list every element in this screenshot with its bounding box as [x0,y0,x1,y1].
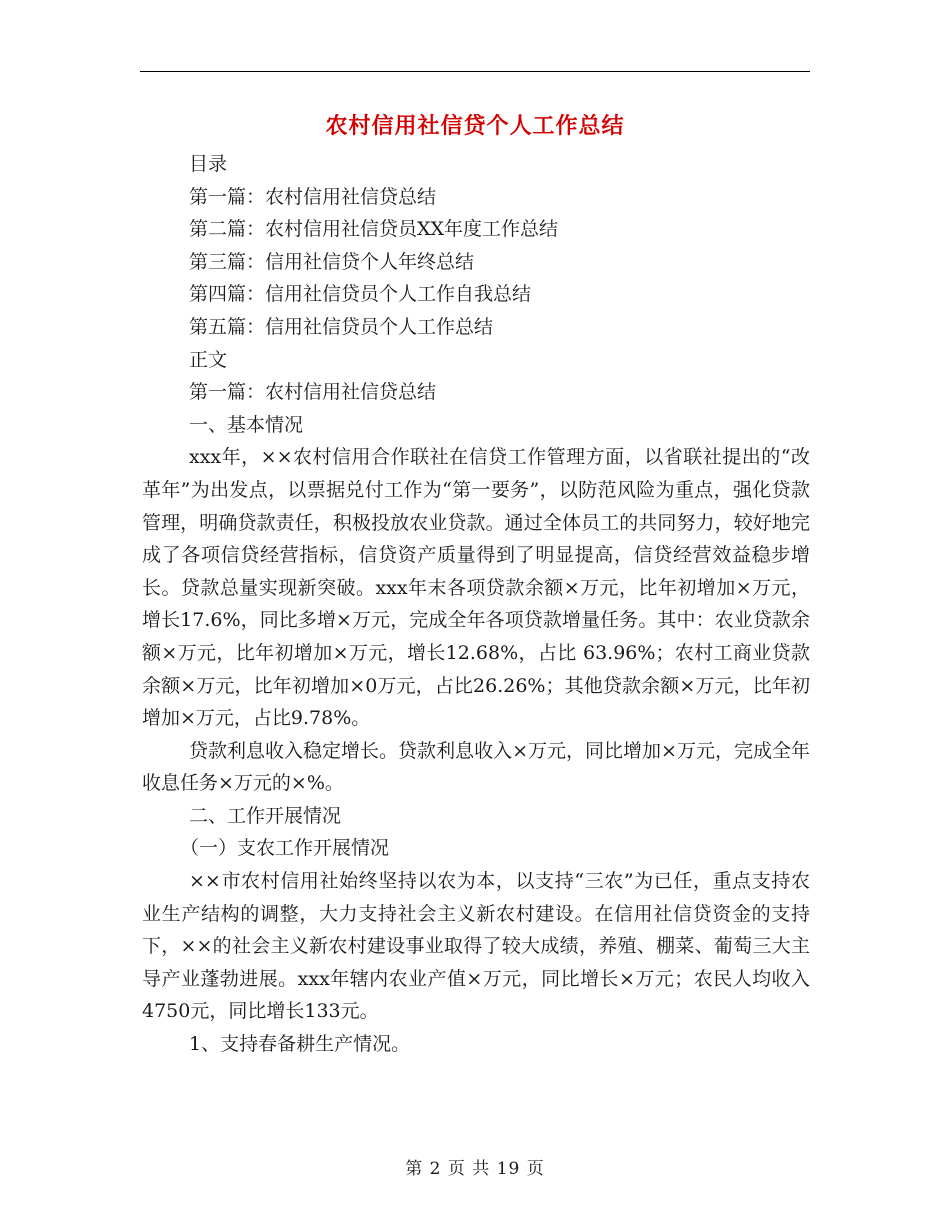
toc-item-1: 第一篇：农村信用社信贷总结 [189,185,437,208]
section-heading-2: 二、工作开展情况 [189,804,342,827]
body-heading: 正文 [189,348,228,371]
toc-item-4: 第四篇：信用社信贷员个人工作自我总结 [189,283,532,306]
document-body [142,148,810,1061]
paragraph-agriculture-support: ××市农村信用社始终坚持以农为本，以支持“三农”为已任，重点支持农业生产结构的调整，大力支持社会主义新农村建设。在信用社信贷资金的支持下，××的社会主义新农村建设事业取得了较大成绩，养殖、棚菜、葡萄三大主导产业蓬勃进展。xxx年辖内农业产值×万元，同比增长×万元；农民人均收入4750元，同比增长133元。 [142,870,810,1023]
subsection-heading-1: （一）支农工作开展情况 [180,837,390,860]
chapter-heading: 第一篇：农村信用社信贷总结 [189,381,437,404]
page-number: 第 2 页 共 19 页 [405,1159,545,1179]
document-title: 农村信用社信贷个人工作总结 [325,114,625,139]
toc-item-5: 第五篇：信用社信贷员个人工作总结 [189,315,494,338]
paragraph-basic-situation: xxx年，××农村信用合作联社在信贷工作管理方面，以省联社提出的“改革年”为出发点，以票据兑付工作为“第一要务”，以防范风险为重点，强化贷款管理，明确贷款责任，积极投放农业贷款。通过全体员工的共同努力，较好地完成了各项信贷经营指标，信贷资产质量得到了明显提高，信贷经营效益稳步增长。贷款总量实现新突破。xxx年末各项贷款余额×万元，比年初增加×万元，增长17.6%，同比多增×万元，完成全年各项贷款增量任务。其中：农业贷款余额×万元，比年初增加×万元，增长12.68%，占比 63.96%；农村工商业贷款余额×万元，比年初增加×0万元，占比26.26%；其他贷款余额×万元，比年初增加×万元，占比9.78%。 [142,446,810,730]
list-item-1: 1、支持春备耕生产情况。 [189,1033,411,1056]
toc-item-3: 第三篇：信用社信贷个人年终总结 [189,250,475,273]
section-heading-1: 一、基本情况 [189,413,304,436]
paragraph-interest-income: 贷款利息收入稳定增长。贷款利息收入×万元，同比增加×万元，完成全年收息任务×万元的×%。 [142,739,810,795]
toc-heading: 目录 [189,153,228,175]
toc-item-2: 第二篇：农村信用社信贷员XX年度工作总结 [189,218,559,241]
header-rule [140,71,810,72]
